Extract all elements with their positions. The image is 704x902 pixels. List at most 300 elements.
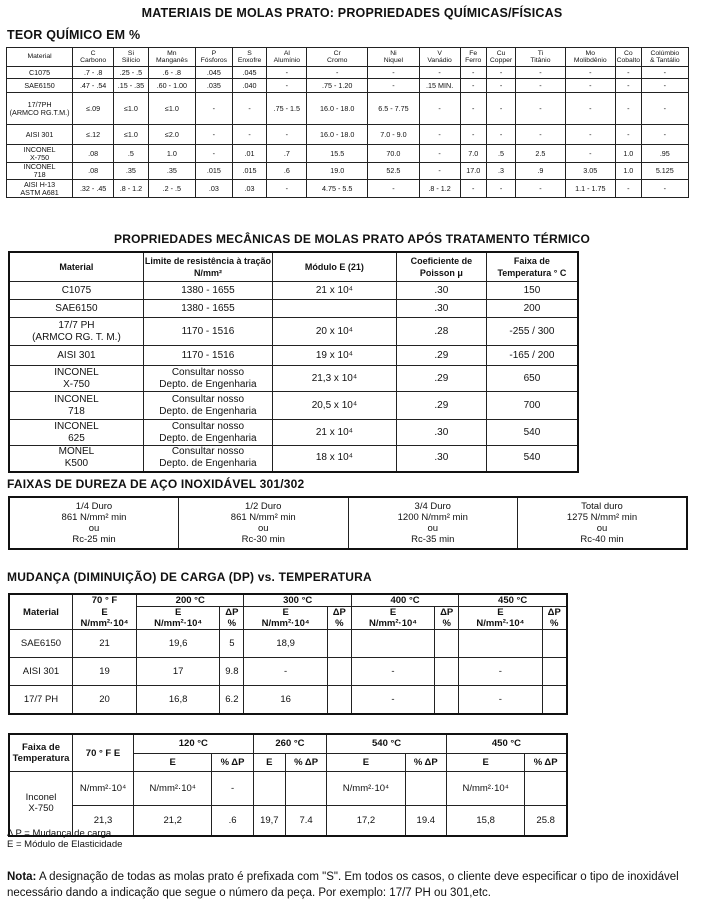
chem-value-cell: - bbox=[307, 67, 368, 79]
mech-value-cell: .30 bbox=[396, 300, 486, 318]
chem-value-cell: ≤.09 bbox=[73, 93, 114, 125]
chem-material-cell: INCONEL X-750 bbox=[7, 145, 73, 163]
mech-material-cell: INCONEL X-750 bbox=[9, 366, 143, 392]
chem-row bbox=[7, 93, 689, 125]
chem-row bbox=[7, 180, 689, 198]
chem-header-sym-3: Mn bbox=[167, 49, 177, 57]
chem-row bbox=[7, 145, 689, 163]
chem-value-cell: .01 bbox=[232, 145, 267, 163]
chem-value-cell: 2.5 bbox=[516, 145, 565, 163]
chem-value-cell: .75 - 1.20 bbox=[307, 79, 368, 93]
mech-material-cell: AISI 301 bbox=[9, 346, 143, 366]
load-value-cell bbox=[435, 686, 459, 714]
e-subheader: E bbox=[327, 753, 405, 771]
chem-value-cell: .045 bbox=[196, 67, 233, 79]
load-temp-header-row bbox=[9, 594, 567, 607]
chem-header-3 bbox=[148, 48, 195, 67]
load-value-cell bbox=[435, 658, 459, 686]
hardness-cell: 1/2 Duro 861 N/mm² min ou Rc-30 min bbox=[179, 497, 349, 549]
load-value-cell: 16 bbox=[244, 686, 327, 714]
chem-header-sym-13: Mo bbox=[585, 49, 595, 57]
mech-value-cell: .30 bbox=[396, 420, 486, 446]
temp-260-header: 260 °C bbox=[253, 734, 327, 753]
70f-e-subheader: E N/mm²·10⁴ bbox=[73, 607, 137, 630]
chem-value-cell: - bbox=[516, 67, 565, 79]
mech-header-4: Faixa de Temperatura ° C bbox=[486, 252, 578, 282]
chem-value-cell: ≤1.0 bbox=[114, 93, 149, 125]
e-subheader: E bbox=[446, 753, 524, 771]
mech-material-cell: MONEL K500 bbox=[9, 446, 143, 472]
chem-value-cell: - bbox=[419, 163, 460, 180]
chem-value-cell: 16.0 - 18.0 bbox=[307, 125, 368, 145]
chem-row bbox=[7, 125, 689, 145]
inconel-unit-cell bbox=[253, 772, 285, 806]
load-value-cell: - bbox=[459, 658, 542, 686]
mech-value-cell: 1170 - 1516 bbox=[143, 318, 272, 346]
chem-value-cell: - bbox=[565, 125, 615, 145]
chem-value-cell: .045 bbox=[232, 67, 267, 79]
chem-header-sym-14: Co bbox=[623, 49, 633, 57]
load-row bbox=[9, 658, 567, 686]
chem-header-name-13: Molibdênio bbox=[573, 57, 607, 64]
mech-value-cell: 21 x 10⁴ bbox=[273, 420, 397, 446]
note bbox=[7, 869, 697, 901]
chem-value-cell: - bbox=[486, 125, 515, 145]
chem-header-6 bbox=[267, 48, 307, 67]
chem-value-cell: .15 MIN. bbox=[419, 79, 460, 93]
delta-p-subheader: % ΔP bbox=[212, 753, 253, 771]
chem-value-cell: .5 bbox=[486, 145, 515, 163]
load-value-cell: 5 bbox=[220, 630, 244, 658]
chem-header-sym-7: Cr bbox=[333, 49, 341, 57]
chem-value-cell: 19.0 bbox=[307, 163, 368, 180]
chem-value-cell: .35 bbox=[114, 163, 149, 180]
mech-value-cell: 18 x 10⁴ bbox=[273, 446, 397, 472]
load-value-cell bbox=[459, 630, 542, 658]
inconel-value-cell: 21,3 bbox=[73, 806, 134, 836]
chem-value-cell: 17.0 bbox=[460, 163, 486, 180]
inconel-unit-cell bbox=[525, 772, 567, 806]
mech-value-cell: .28 bbox=[396, 318, 486, 346]
chem-value-cell: .015 bbox=[232, 163, 267, 180]
inconel-unit-cell bbox=[285, 772, 326, 806]
chem-value-cell: .25 - .5 bbox=[114, 67, 149, 79]
delta-p-subheader: % ΔP bbox=[405, 753, 446, 771]
chem-value-cell: - bbox=[615, 125, 641, 145]
chem-material-cell: INCONEL 718 bbox=[7, 163, 73, 180]
chem-header-15 bbox=[641, 48, 688, 67]
delta-p-subheader: ΔP % bbox=[542, 607, 567, 630]
chem-value-cell: .035 bbox=[196, 79, 233, 93]
mech-row bbox=[9, 318, 578, 346]
chem-value-cell: .08 bbox=[73, 163, 114, 180]
chem-value-cell: - bbox=[486, 79, 515, 93]
chem-header-7 bbox=[307, 48, 368, 67]
inconel-label: Inconel X-750 bbox=[9, 772, 73, 836]
chem-value-cell: ≤2.0 bbox=[148, 125, 195, 145]
chem-value-cell: 16.0 - 18.0 bbox=[307, 93, 368, 125]
chem-value-cell: - bbox=[232, 125, 267, 145]
inconel-unit-cell: N/mm²·10⁴ bbox=[327, 772, 405, 806]
chem-material-cell: AISI H-13 ASTM A681 bbox=[7, 180, 73, 198]
mech-section-title: PROPRIEDADES MECÂNICAS DE MOLAS PRATO APÓS TRATAMENTO TÉRMICO bbox=[114, 232, 590, 246]
chem-value-cell: - bbox=[615, 93, 641, 125]
mech-value-cell: Consultar nosso Depto. de Engenharia bbox=[143, 392, 272, 420]
chem-value-cell: .040 bbox=[232, 79, 267, 93]
chem-value-cell: .95 bbox=[641, 145, 688, 163]
chem-value-cell: - bbox=[368, 79, 419, 93]
chem-value-cell: - bbox=[460, 79, 486, 93]
chem-value-cell: - bbox=[368, 67, 419, 79]
load-value-cell bbox=[327, 658, 351, 686]
chem-value-cell: .47 - .54 bbox=[73, 79, 114, 93]
temp-400-header: 400 °C bbox=[351, 594, 458, 607]
delta-p-subheader: ΔP % bbox=[435, 607, 459, 630]
note-text: A designação de todas as molas prato é prefixada com "S". Em todos os casos, o cliente deve especificar o tipo de inoxidável necessário dando a indicação que segue o número da peça. Por exemplo: 17/7 PH ou 301,etc. bbox=[7, 871, 679, 899]
chem-header-sym-8: Ni bbox=[390, 49, 397, 57]
load-value-cell: 16,8 bbox=[137, 686, 220, 714]
inconel-value-cell: 17,2 bbox=[327, 806, 405, 836]
load-row bbox=[9, 630, 567, 658]
chem-header-11 bbox=[486, 48, 515, 67]
mech-row bbox=[9, 346, 578, 366]
chem-value-cell: - bbox=[267, 180, 307, 198]
load-value-cell bbox=[327, 630, 351, 658]
chem-value-cell: - bbox=[516, 125, 565, 145]
e-subheader: E bbox=[134, 753, 212, 771]
chem-value-cell: .8 - 1.2 bbox=[419, 180, 460, 198]
chem-value-cell: - bbox=[565, 67, 615, 79]
mech-value-cell: 200 bbox=[486, 300, 578, 318]
chem-value-cell: - bbox=[419, 67, 460, 79]
load-vs-temperature-table bbox=[8, 593, 568, 715]
mech-material-cell: INCONEL 718 bbox=[9, 392, 143, 420]
chem-value-cell: .32 - .45 bbox=[73, 180, 114, 198]
chem-value-cell: - bbox=[486, 180, 515, 198]
chem-value-cell: .6 bbox=[267, 163, 307, 180]
delta-p-subheader: ΔP % bbox=[327, 607, 351, 630]
delta-p-subheader: % ΔP bbox=[525, 753, 567, 771]
chem-value-cell: - bbox=[565, 79, 615, 93]
chem-header-sym-10: Fe bbox=[469, 49, 478, 57]
chem-value-cell: - bbox=[641, 67, 688, 79]
inconel-load-table bbox=[8, 733, 568, 837]
hardness-cell: 1/4 Duro 861 N/mm² min ou Rc-25 min bbox=[9, 497, 179, 549]
chem-value-cell: - bbox=[460, 93, 486, 125]
mech-row bbox=[9, 392, 578, 420]
chem-value-cell: 4.75 - 5.5 bbox=[307, 180, 368, 198]
load-value-cell: - bbox=[351, 686, 434, 714]
chem-value-cell: - bbox=[267, 67, 307, 79]
chem-value-cell: - bbox=[486, 93, 515, 125]
temp-540-header: 540 °C bbox=[327, 734, 447, 753]
chem-value-cell: .15 - .35 bbox=[114, 79, 149, 93]
mech-value-cell: 20 x 10⁴ bbox=[273, 318, 397, 346]
inconel-value-cell: .6 bbox=[212, 806, 253, 836]
chem-value-cell: - bbox=[196, 145, 233, 163]
chem-header-0 bbox=[7, 48, 73, 67]
mech-value-cell: Consultar nosso Depto. de Engenharia bbox=[143, 366, 272, 392]
chem-header-name-3: Manganês bbox=[156, 57, 188, 64]
mech-value-cell: Consultar nosso Depto. de Engenharia bbox=[143, 420, 272, 446]
legend-e: E = Módulo de Elasticidade bbox=[7, 839, 123, 850]
delta-p-subheader: % ΔP bbox=[285, 753, 326, 771]
mech-row bbox=[9, 420, 578, 446]
chem-value-cell: .7 bbox=[267, 145, 307, 163]
chem-value-cell: 7.0 bbox=[460, 145, 486, 163]
chemical-composition-table bbox=[6, 47, 689, 198]
chem-value-cell: 1.1 - 1.75 bbox=[565, 180, 615, 198]
chem-value-cell: - bbox=[486, 67, 515, 79]
chem-header-name-8: Niquel bbox=[383, 57, 404, 64]
mech-value-cell: .29 bbox=[396, 366, 486, 392]
mech-value-cell: -255 / 300 bbox=[486, 318, 578, 346]
chem-value-cell: - bbox=[267, 125, 307, 145]
chem-value-cell: .2 - .5 bbox=[148, 180, 195, 198]
mech-value-cell: .29 bbox=[396, 392, 486, 420]
chem-value-cell: ≤.12 bbox=[73, 125, 114, 145]
mech-row bbox=[9, 300, 578, 318]
chem-value-cell: - bbox=[565, 93, 615, 125]
chem-value-cell: - bbox=[516, 79, 565, 93]
load-value-cell: 19 bbox=[73, 658, 137, 686]
chem-header-name-4: Fósforos bbox=[200, 57, 228, 64]
material-header: Material bbox=[9, 594, 73, 630]
chem-value-cell: .03 bbox=[232, 180, 267, 198]
chem-value-cell: 1.0 bbox=[148, 145, 195, 163]
chem-header-row bbox=[7, 48, 689, 67]
load-row bbox=[9, 686, 567, 714]
chem-header-8 bbox=[368, 48, 419, 67]
mech-value-cell: 540 bbox=[486, 420, 578, 446]
inconel-value-cell: 7.4 bbox=[285, 806, 326, 836]
chem-header-2 bbox=[114, 48, 149, 67]
chem-section-title: TEOR QUÍMICO EM % bbox=[7, 28, 141, 42]
chem-value-cell: .7 - .8 bbox=[73, 67, 114, 79]
chem-material-cell: AISI 301 bbox=[7, 125, 73, 145]
chem-value-cell: - bbox=[196, 93, 233, 125]
chem-value-cell: 1.0 bbox=[615, 163, 641, 180]
inconel-unit-row bbox=[9, 772, 567, 806]
chem-value-cell: .9 bbox=[516, 163, 565, 180]
chem-value-cell: 15.5 bbox=[307, 145, 368, 163]
legend bbox=[7, 828, 122, 850]
inconel-unit-cell bbox=[405, 772, 446, 806]
chem-header-name-6: Alumínio bbox=[273, 57, 301, 64]
mech-row bbox=[9, 366, 578, 392]
inconel-unit-cell: N/mm²·10⁴ bbox=[446, 772, 524, 806]
load-value-cell: 20 bbox=[73, 686, 137, 714]
chem-value-cell: - bbox=[516, 180, 565, 198]
chem-value-cell: .75 - 1.5 bbox=[267, 93, 307, 125]
load-material-cell: AISI 301 bbox=[9, 658, 73, 686]
legend-delta-p: Δ P = Mudança de carga bbox=[7, 828, 112, 839]
chem-value-cell: .60 - 1.00 bbox=[148, 79, 195, 93]
load-value-cell bbox=[542, 658, 567, 686]
chem-header-sym-6: Al bbox=[283, 49, 290, 57]
temp-450b-header: 450 °C bbox=[446, 734, 567, 753]
load-value-cell: 21 bbox=[73, 630, 137, 658]
inconel-value-cell: 25.8 bbox=[525, 806, 567, 836]
chem-header-name-15: & Tantálio bbox=[649, 57, 680, 64]
chem-value-cell: .5 bbox=[114, 145, 149, 163]
chem-value-cell: - bbox=[460, 125, 486, 145]
mech-material-cell: SAE6150 bbox=[9, 300, 143, 318]
mech-value-cell: .30 bbox=[396, 446, 486, 472]
chem-value-cell: - bbox=[615, 180, 641, 198]
chem-material-cell: SAE6150 bbox=[7, 79, 73, 93]
chem-header-name-12: Titânio bbox=[530, 57, 551, 64]
inconel-header-row bbox=[9, 734, 567, 753]
load-material-cell: 17/7 PH bbox=[9, 686, 73, 714]
note-label: Nota: bbox=[7, 871, 37, 883]
page-title: MATERIAIS DE MOLAS PRATO: PROPRIEDADES QUÍMICAS/FÍSICAS bbox=[141, 6, 563, 20]
chem-header-sym-0: Material bbox=[27, 53, 52, 61]
chem-header-sym-15: Colúmbio bbox=[650, 49, 680, 57]
chem-value-cell: - bbox=[419, 93, 460, 125]
mech-row bbox=[9, 282, 578, 300]
inconel-value-cell: 19.4 bbox=[405, 806, 446, 836]
mech-value-cell: 1380 - 1655 bbox=[143, 300, 272, 318]
mech-header-0: Material bbox=[9, 252, 143, 282]
mech-value-cell: 19 x 10⁴ bbox=[273, 346, 397, 366]
mech-header-row bbox=[9, 252, 578, 282]
load-value-cell: 6.2 bbox=[220, 686, 244, 714]
mech-value-cell: 1170 - 1516 bbox=[143, 346, 272, 366]
mech-header-3: Coeficiente de Poisson μ bbox=[396, 252, 486, 282]
load-value-cell bbox=[435, 630, 459, 658]
load-temp-subheader-row bbox=[9, 607, 567, 630]
chem-value-cell: 52.5 bbox=[368, 163, 419, 180]
mech-value-cell: .29 bbox=[396, 346, 486, 366]
inconel-unit-cell: N/mm²·10⁴ bbox=[134, 772, 212, 806]
inconel-unit-cell: N/mm²·10⁴ bbox=[73, 772, 134, 806]
chem-value-cell: - bbox=[516, 93, 565, 125]
mech-value-cell: 150 bbox=[486, 282, 578, 300]
chem-header-name-1: Carbono bbox=[80, 57, 107, 64]
e-subheader: E N/mm²·10⁴ bbox=[351, 607, 434, 630]
chem-value-cell: .08 bbox=[73, 145, 114, 163]
mech-material-cell: 17/7 PH (ARMCO RG. T. M.) bbox=[9, 318, 143, 346]
chem-row bbox=[7, 67, 689, 79]
temp-300-header: 300 °C bbox=[244, 594, 351, 607]
hardness-table bbox=[8, 496, 688, 550]
load-value-cell: 9.8 bbox=[220, 658, 244, 686]
mech-value-cell: 21,3 x 10⁴ bbox=[273, 366, 397, 392]
chem-value-cell: - bbox=[460, 180, 486, 198]
chem-value-cell: - bbox=[615, 79, 641, 93]
hardness-cell: Total duro 1275 N/mm² min ou Rc-40 min bbox=[518, 497, 688, 549]
chem-header-5 bbox=[232, 48, 267, 67]
chem-value-cell: 1.0 bbox=[615, 145, 641, 163]
chem-value-cell: - bbox=[641, 180, 688, 198]
mech-header-2: Módulo E (21) bbox=[273, 252, 397, 282]
inconel-value-cell: 19,7 bbox=[253, 806, 285, 836]
chem-header-sym-4: P bbox=[211, 49, 217, 57]
mech-value-cell: 700 bbox=[486, 392, 578, 420]
load-section-title: MUDANÇA (DIMINUIÇÃO) DE CARGA (DP) vs. TEMPERATURA bbox=[7, 570, 372, 584]
mech-value-cell: -165 / 200 bbox=[486, 346, 578, 366]
chem-value-cell: 5.125 bbox=[641, 163, 688, 180]
inconel-value-cell: 21,2 bbox=[134, 806, 212, 836]
mech-value-cell: .30 bbox=[396, 282, 486, 300]
mech-material-cell: INCONEL 625 bbox=[9, 420, 143, 446]
e-subheader: E N/mm²·10⁴ bbox=[459, 607, 542, 630]
mechanical-properties-table bbox=[8, 251, 579, 473]
temperature-range-header: Faixa de Temperatura bbox=[9, 734, 73, 772]
temp-200-header: 200 °C bbox=[137, 594, 244, 607]
delta-p-subheader: ΔP % bbox=[220, 607, 244, 630]
hardness-cell: 3/4 Duro 1200 N/mm² min ou Rc-35 min bbox=[348, 497, 518, 549]
e-subheader: E N/mm²·10⁴ bbox=[137, 607, 220, 630]
chem-header-name-11: Copper bbox=[489, 57, 513, 64]
chem-value-cell: - bbox=[615, 67, 641, 79]
chem-header-12 bbox=[516, 48, 565, 67]
chem-header-4 bbox=[196, 48, 233, 67]
chem-value-cell: 6.5 - 7.75 bbox=[368, 93, 419, 125]
chem-material-cell: 17/7PH (ARMCO RG.T.M.) bbox=[7, 93, 73, 125]
chem-header-name-5: Enxofre bbox=[237, 57, 262, 64]
chem-header-sym-12: Ti bbox=[537, 49, 544, 57]
temp-120-header: 120 °C bbox=[134, 734, 254, 753]
load-value-cell: 17 bbox=[137, 658, 220, 686]
chem-value-cell: ≤1.0 bbox=[114, 125, 149, 145]
chem-row bbox=[7, 163, 689, 180]
mech-value-cell: Consultar nosso Depto. de Engenharia bbox=[143, 446, 272, 472]
chem-value-cell: - bbox=[460, 67, 486, 79]
chem-value-cell: - bbox=[565, 145, 615, 163]
mech-value-cell bbox=[273, 300, 397, 318]
chem-value-cell: - bbox=[419, 145, 460, 163]
chem-value-cell: - bbox=[641, 125, 688, 145]
chem-value-cell: ≤1.0 bbox=[148, 93, 195, 125]
mech-header-1: Limite de resistência à tração N/mm² bbox=[143, 252, 272, 282]
chem-header-13 bbox=[565, 48, 615, 67]
mech-material-cell: C1075 bbox=[9, 282, 143, 300]
chem-header-sym-11: Cu bbox=[496, 49, 506, 57]
chem-value-cell: .03 bbox=[196, 180, 233, 198]
inconel-unit-cell: - bbox=[212, 772, 253, 806]
load-value-cell bbox=[351, 630, 434, 658]
mech-row bbox=[9, 446, 578, 472]
hardness-section-title: FAIXAS DE DUREZA DE AÇO INOXIDÁVEL 301/302 bbox=[7, 477, 305, 491]
chem-header-name-10: Ferro bbox=[465, 57, 482, 64]
chem-material-cell: C1075 bbox=[7, 67, 73, 79]
chem-value-cell: .3 bbox=[486, 163, 515, 180]
load-value-cell bbox=[542, 630, 567, 658]
e-subheader: E bbox=[253, 753, 285, 771]
chem-header-name-7: Cromo bbox=[327, 57, 348, 64]
chem-value-cell: .35 bbox=[148, 163, 195, 180]
chem-value-cell: - bbox=[641, 93, 688, 125]
load-value-cell: - bbox=[459, 686, 542, 714]
70f-header: 70 ° F bbox=[73, 594, 137, 607]
load-value-cell bbox=[327, 686, 351, 714]
mech-value-cell: 1380 - 1655 bbox=[143, 282, 272, 300]
mech-value-cell: 21 x 10⁴ bbox=[273, 282, 397, 300]
hardness-row bbox=[9, 497, 687, 549]
e-subheader: E N/mm²·10⁴ bbox=[244, 607, 327, 630]
chem-header-9 bbox=[419, 48, 460, 67]
chem-header-sym-9: V bbox=[437, 49, 442, 57]
chem-value-cell: - bbox=[196, 125, 233, 145]
chem-value-cell: 7.0 - 9.0 bbox=[368, 125, 419, 145]
chem-value-cell: - bbox=[368, 180, 419, 198]
chem-value-cell: 3.05 bbox=[565, 163, 615, 180]
chem-value-cell: .6 - .8 bbox=[148, 67, 195, 79]
chem-header-name-9: Vanádio bbox=[427, 57, 452, 64]
load-value-cell bbox=[542, 686, 567, 714]
